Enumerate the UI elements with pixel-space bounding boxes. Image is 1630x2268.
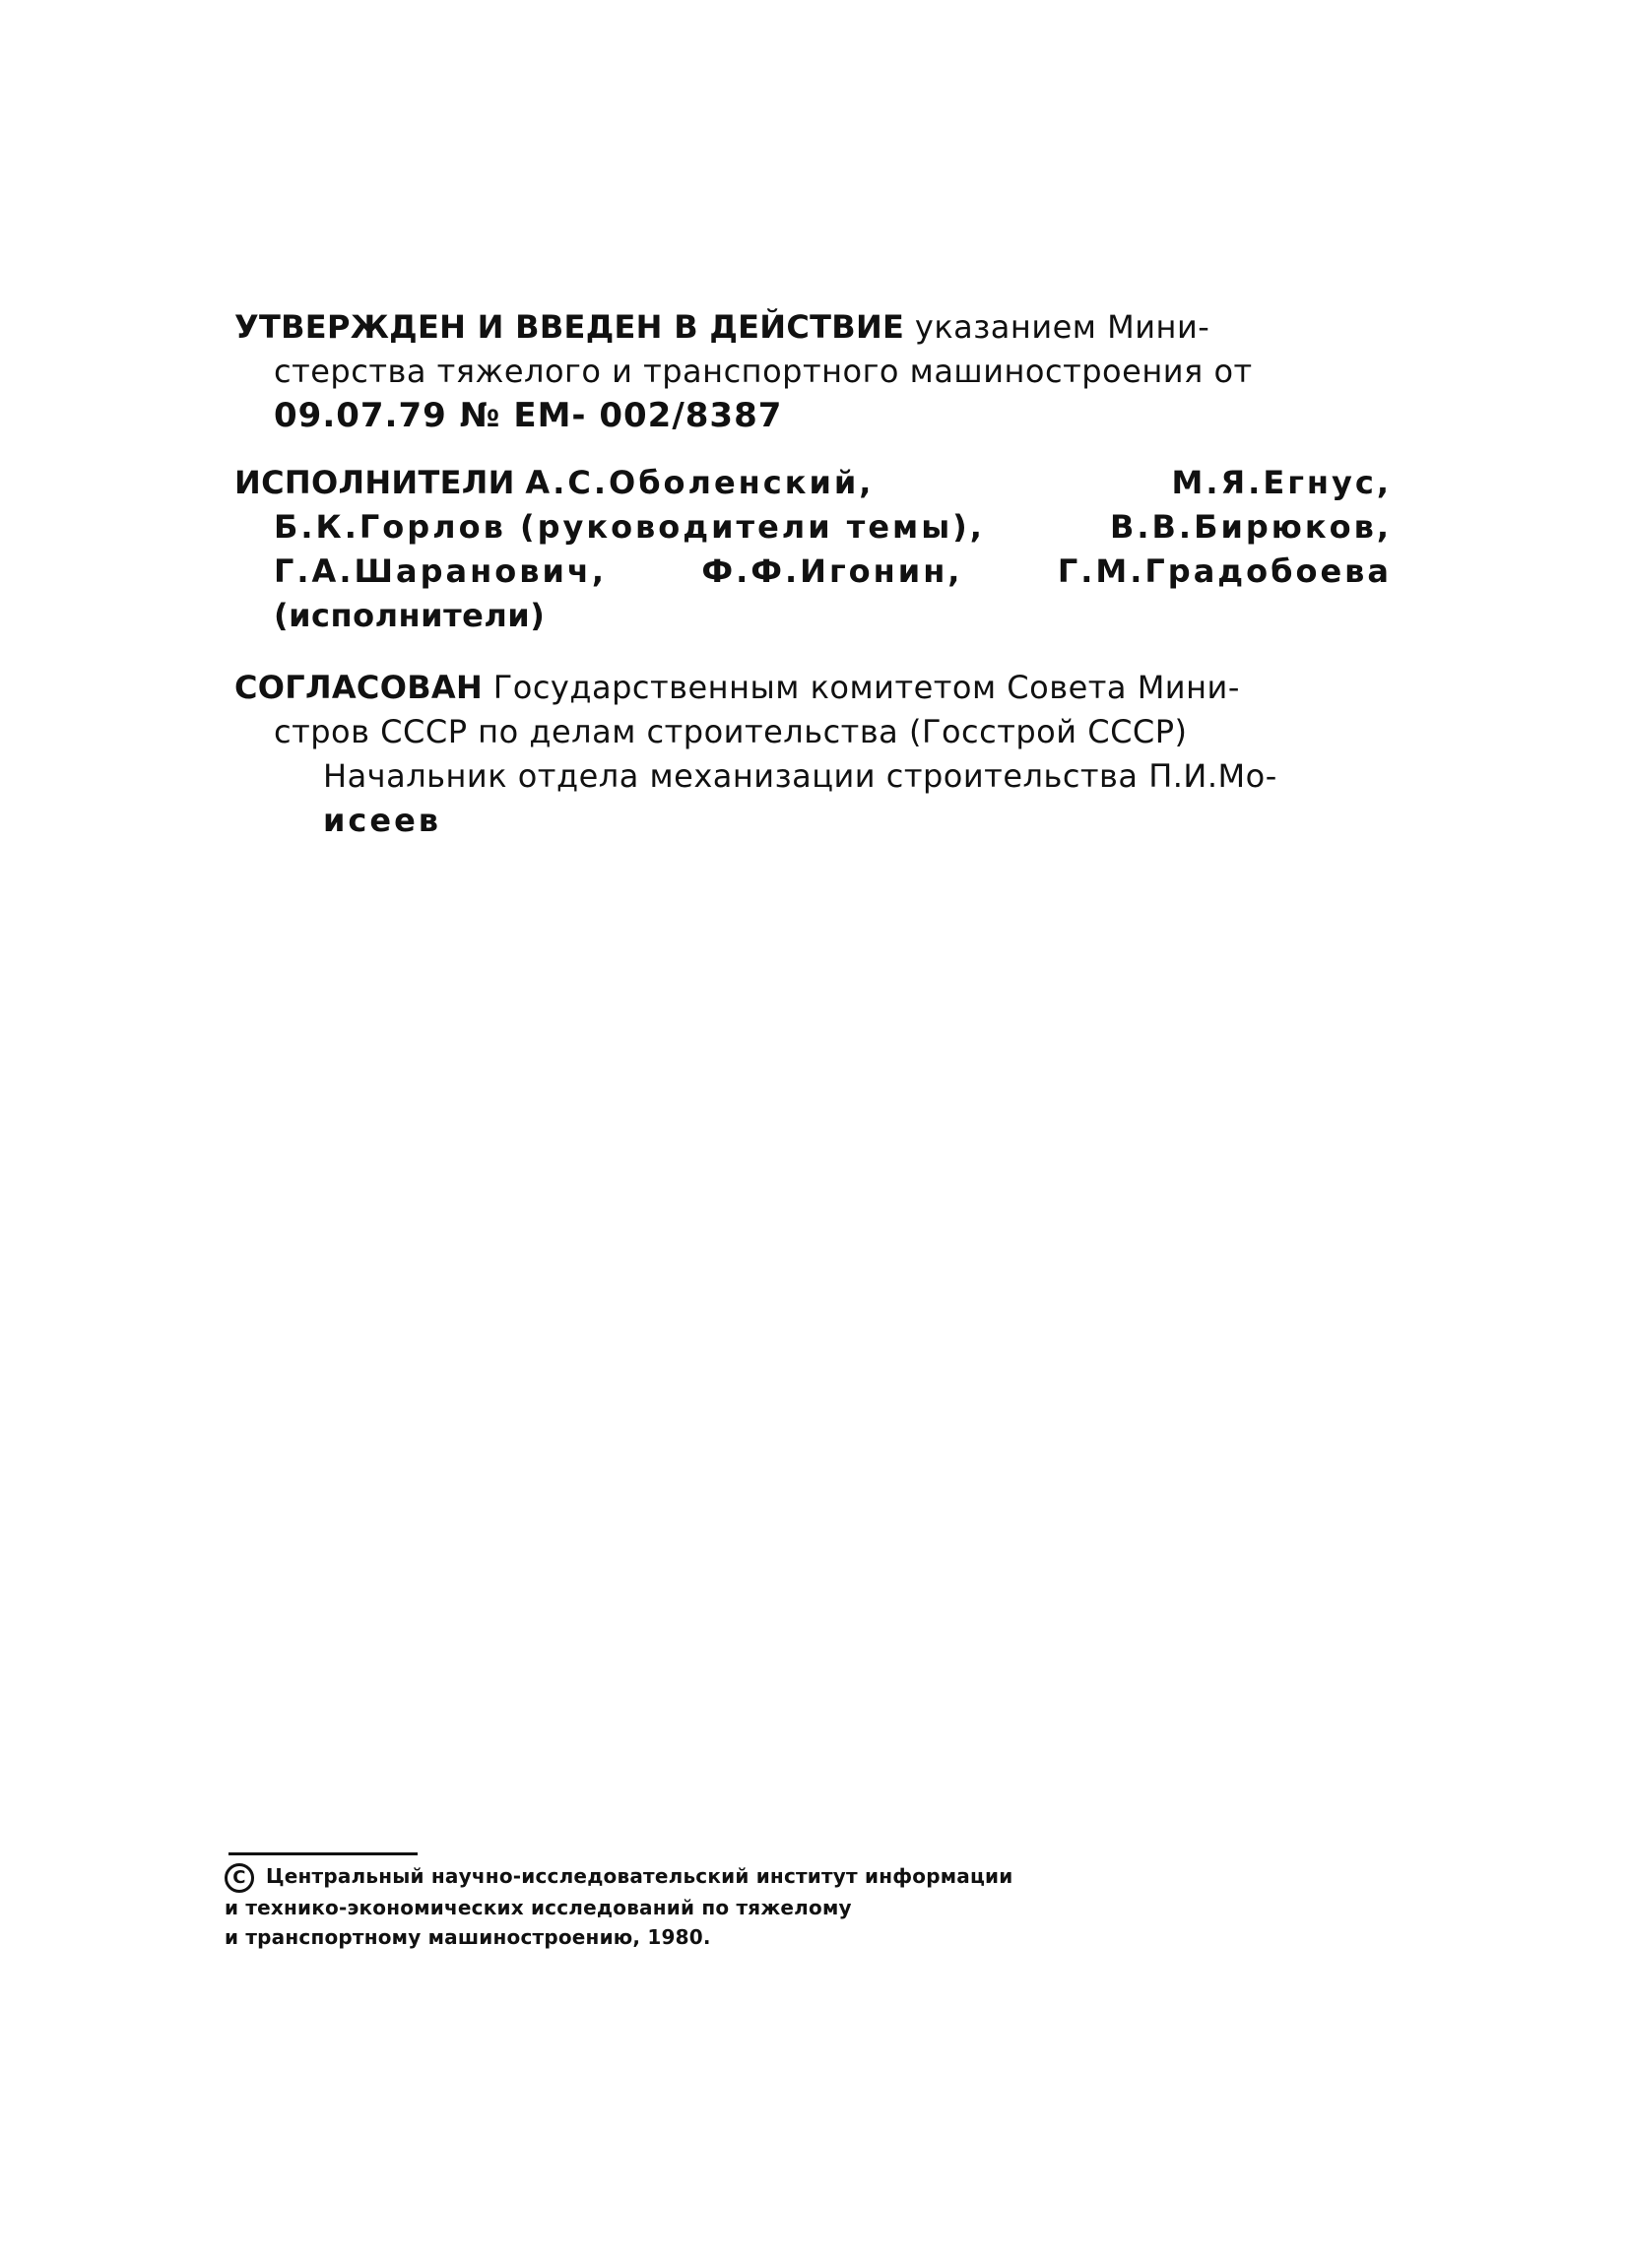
executor-gorlov: Б.К.Горлов (руководители темы),: [274, 508, 985, 546]
executor-oboleнsky: А.С.Оболенский,: [525, 464, 875, 501]
footnote-divider: [228, 1852, 418, 1855]
approval-heading: УТВЕРЖДЕН И ВВЕДЕН В ДЕЙСТВИЕ: [234, 308, 905, 346]
footnote: [225, 1861, 1111, 1952]
footnote-line-3: и транспортному машиностроению, 1980.: [225, 1924, 711, 1949]
executors-role-note: (исполнители): [274, 597, 546, 634]
copyright-icon: C: [225, 1863, 254, 1893]
agreement-line-2: стров СССР по делам строительства (Госстрой СССР): [274, 713, 1188, 750]
agreement-line-1: [234, 666, 1392, 710]
executors-section: [234, 461, 1392, 638]
executors-heading: ИСПОЛНИТЕЛИ: [234, 464, 515, 501]
agreement-heading: СОГЛАСОВАН: [234, 669, 484, 706]
executor-egnus: М.Я.Егнус,: [1171, 464, 1392, 501]
approval-line-2: стерства тяжелого и транспортного машиностроения от: [274, 353, 1253, 390]
agreement-section: [234, 666, 1392, 843]
executors-row-3: [234, 550, 1392, 594]
executor-sharanovich: Г.А.Шаранович,: [274, 552, 607, 590]
executors-row-1: [234, 461, 1392, 505]
agreement-line-1-text: Государственным комитетом Совета Мини-: [492, 669, 1240, 706]
approval-section: [234, 305, 1392, 438]
approval-line-1-text: указанием Мини-: [914, 308, 1210, 346]
executor-biryukov: В.В.Бирюков,: [1109, 508, 1392, 546]
executors-row-2: [234, 505, 1392, 550]
agreement-line-4: исеев: [323, 802, 442, 839]
executor-igonin: Ф.Ф.Игонин,: [701, 552, 963, 590]
agreement-line-3: Начальник отдела механизации строительства П.И.Мо-: [323, 757, 1277, 795]
approval-line-1: [234, 305, 1392, 350]
executor-gradoboeva: Г.М.Градобоева: [1057, 552, 1392, 590]
approval-order-number: 09.07.79 № ЕМ- 002/8387: [274, 396, 783, 435]
footnote-line-1-text: Центральный научно-исследовательский институт информации: [266, 1864, 1013, 1888]
footnote-line-2: и технико-экономических исследований по тяжелому: [225, 1895, 852, 1919]
footnote-line-1: [225, 1861, 1111, 1893]
